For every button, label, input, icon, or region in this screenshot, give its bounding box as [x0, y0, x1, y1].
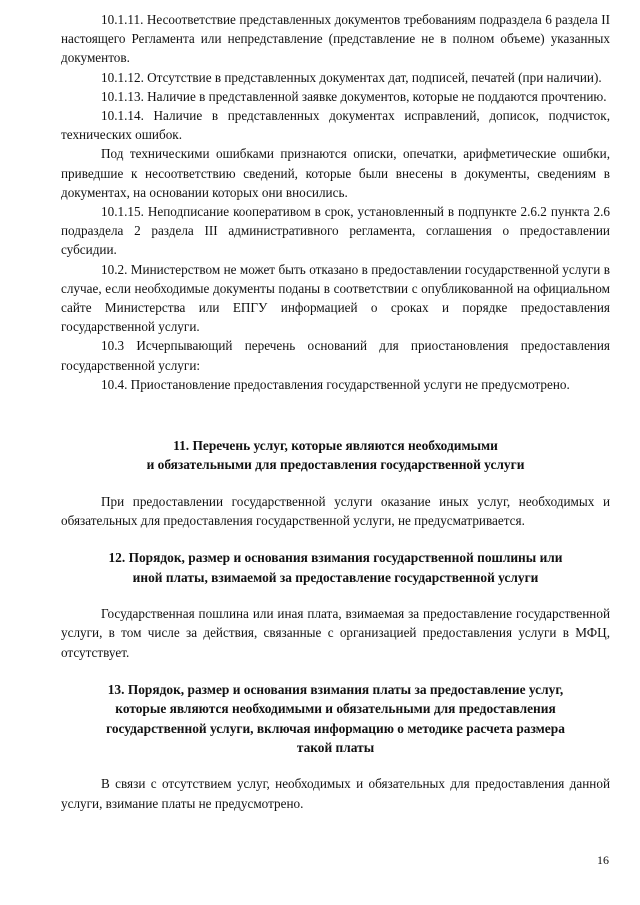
spacer	[61, 662, 610, 680]
paragraph-10-4: 10.4. Приостановление предоставления государственной услуги не предусмотрено.	[101, 376, 570, 392]
spacer	[61, 475, 610, 492]
section-12-text: Государственная пошлина или иная плата, взимаемая за предоставление государственной услуги, в том числе за действия, связанные с организацией предоставления услуги в МФЦ, отсутствует.	[61, 606, 610, 660]
paragraph-10-1-14: 10.1.14. Наличие в представленных документах исправлений, дописок, подчисток, технических ошибок.	[61, 108, 610, 143]
section-13-heading	[61, 680, 610, 758]
section-13-heading-line: государственной услуги, включая информацию о методике расчета размера	[106, 720, 565, 736]
document-page	[61, 10, 610, 813]
spacer	[61, 394, 610, 436]
paragraph-10-1-11: 10.1.11. Несоответствие представленных документов требованиям подраздела 6 раздела II настоящего Регламента или непредставление (представление не в полном объеме) указанных документов.	[61, 12, 610, 66]
section-13-heading-line: такой платы	[296, 739, 375, 755]
paragraph-10-1-13: 10.1.13. Наличие в представленной заявке документов, которые не поддаются прочтению.	[101, 88, 607, 104]
section-13-heading-line: 13. Порядок, размер и основания взимания платы за предоставление услуг,	[107, 681, 564, 697]
section-12-heading	[61, 548, 610, 587]
paragraph-10-3: 10.3 Исчерпывающий перечень оснований для приостановления предоставления государственной услуги:	[61, 338, 610, 373]
section-12-heading-line: иной платы, взимаемой за предоставление государственной услуги	[132, 569, 539, 585]
section-11-text: При предоставлении государственной услуги оказание иных услуг, необходимых и обязательных для предоставления государственной услуги, не предусматривается.	[61, 493, 610, 529]
page-number: 16	[597, 853, 609, 867]
section-12-heading-line: 12. Порядок, размер и основания взимания государственной пошлины или	[108, 550, 563, 566]
paragraph-10-1-12: 10.1.12. Отсутствие в представленных документах дат, подписей, печатей (при наличии).	[101, 69, 602, 85]
spacer	[61, 757, 610, 774]
section-11-heading-line: и обязательными для предоставления государственной услуги	[146, 457, 525, 473]
section-11-heading	[61, 436, 610, 475]
spacer	[61, 530, 610, 548]
paragraph-technical-errors: Под техническими ошибками признаются описки, опечатки, арифметические ошибки, приведшие к несоответствию сведений, которые были внесены в документы, сведениям в документах, на основании которых они вносились.	[61, 146, 610, 200]
spacer	[61, 587, 610, 604]
paragraph-10-1-15: 10.1.15. Неподписание кооперативом в срок, установленный в подпункте 2.6.2 пункта 2.6 подраздела 2 раздела III административного регламента, соглашения о предоставлении субсидии.	[61, 204, 610, 258]
section-11-heading-line: 11. Перечень услуг, которые являются необходимыми	[173, 438, 498, 454]
paragraph-10-2: 10.2. Министерством не может быть отказано в предоставлении государственной услуги в случае, если необходимые документы поданы в соответствии с опубликованной на официальном сайте Министерства или ЕПГУ информацией о сроках и порядке предоставления государственной услуги.	[61, 261, 610, 335]
section-13-text: В связи с отсутствием услуг, необходимых и обязательных для предоставления данной услуги, взимание платы не предусмотрено.	[61, 776, 610, 811]
section-13-heading-line: которые являются необходимыми и обязательными для предоставления	[115, 701, 556, 717]
